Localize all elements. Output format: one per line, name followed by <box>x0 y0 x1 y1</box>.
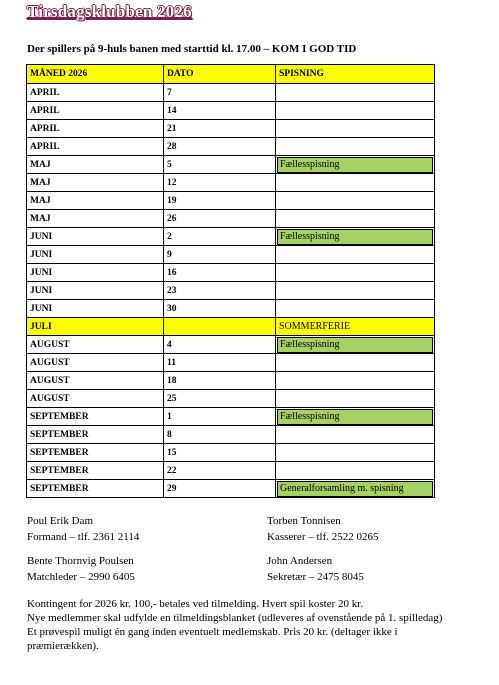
month-cell: MAJ <box>27 192 164 210</box>
footer-line: Et prøvespil muligt én gang inden eventuelt medlemskab. Pris 20 kr. (deltager ikke i præmierækken). <box>27 626 398 652</box>
table-row <box>27 480 435 498</box>
footer-line: Nye medlemmer skal udfylde en tilmeldingsblanket (udleveres af ovenstående på 1. spilledag) <box>27 612 443 624</box>
month-cell: MAJ <box>27 156 164 174</box>
table-row <box>27 228 435 246</box>
meal-label: Fællesspisning <box>277 157 433 173</box>
date-cell: 5 <box>164 156 276 174</box>
meal-cell <box>276 102 435 120</box>
month-cell: SEPTEMBER <box>27 444 164 462</box>
table-row <box>27 210 435 228</box>
meal-cell <box>276 120 435 138</box>
subtitle: Der spillers på 9-huls banen med starttid kl. 17.00 – KOM I GOD TID <box>27 43 357 55</box>
meal-cell <box>276 246 435 264</box>
meal-cell <box>276 84 435 102</box>
date-cell: 16 <box>164 264 276 282</box>
meal-cell <box>276 426 435 444</box>
month-cell: AUGUST <box>27 354 164 372</box>
month-cell: JUNI <box>27 228 164 246</box>
date-cell: 7 <box>164 84 276 102</box>
holiday-label: SOMMERFERIE <box>277 320 433 334</box>
contact-role: Sekretær – 2475 8045 <box>267 571 364 583</box>
meal-cell <box>276 462 435 480</box>
date-cell: 28 <box>164 138 276 156</box>
month-cell: APRIL <box>27 120 164 138</box>
meal-cell <box>276 336 435 354</box>
contact-name: Torben Tonnisen <box>267 515 341 527</box>
month-cell: SEPTEMBER <box>27 426 164 444</box>
table-row <box>27 408 435 426</box>
month-cell: MAJ <box>27 210 164 228</box>
date-cell: 14 <box>164 102 276 120</box>
date-cell: 15 <box>164 444 276 462</box>
meal-cell <box>276 138 435 156</box>
month-cell: SEPTEMBER <box>27 462 164 480</box>
page-title: Tirsdagsklubben 2026 <box>27 2 192 21</box>
table-row <box>27 372 435 390</box>
meal-cell <box>276 480 435 498</box>
date-cell: 18 <box>164 372 276 390</box>
month-cell: AUGUST <box>27 390 164 408</box>
date-cell: 21 <box>164 120 276 138</box>
table-row <box>27 426 435 444</box>
month-cell: SEPTEMBER <box>27 408 164 426</box>
table-row <box>27 174 435 192</box>
date-cell: 25 <box>164 390 276 408</box>
contact-role: Kasserer – tlf. 2522 0265 <box>267 531 379 543</box>
month-cell: APRIL <box>27 84 164 102</box>
table-row <box>27 354 435 372</box>
meal-cell <box>276 228 435 246</box>
date-cell: 22 <box>164 462 276 480</box>
table-row <box>27 264 435 282</box>
date-cell: 19 <box>164 192 276 210</box>
contact-secretary <box>267 553 364 585</box>
contact-name: Poul Erik Dam <box>27 515 93 527</box>
meal-cell <box>276 192 435 210</box>
table-row <box>27 102 435 120</box>
schedule-body <box>27 84 435 498</box>
contact-match-leader <box>27 553 135 585</box>
month-cell: MAJ <box>27 174 164 192</box>
contact-chairman <box>27 513 139 545</box>
table-row <box>27 84 435 102</box>
meal-label: Fællesspisning <box>277 337 433 353</box>
column-header-date: DATO <box>164 65 276 84</box>
date-cell: 4 <box>164 336 276 354</box>
table-row <box>27 246 435 264</box>
meal-cell <box>276 354 435 372</box>
meal-cell <box>276 318 435 336</box>
table-row <box>27 336 435 354</box>
meal-label: Fællesspisning <box>277 409 433 425</box>
month-cell: JUNI <box>27 264 164 282</box>
month-cell: APRIL <box>27 138 164 156</box>
table-row <box>27 156 435 174</box>
table-header-row <box>27 65 435 84</box>
contact-name: John Andersen <box>267 555 333 567</box>
contact-role: Matchleder – 2990 6405 <box>27 571 135 583</box>
meal-cell <box>276 210 435 228</box>
table-row <box>27 138 435 156</box>
column-header-meal: SPISNING <box>276 65 435 84</box>
month-cell: JUNI <box>27 246 164 264</box>
month-cell: AUGUST <box>27 336 164 354</box>
meal-cell <box>276 264 435 282</box>
meal-cell <box>276 156 435 174</box>
meal-cell <box>276 390 435 408</box>
meal-cell <box>276 372 435 390</box>
meal-label: Generalforsamling m. spisning <box>277 481 433 497</box>
column-header-month: MÅNED 2026 <box>27 65 164 84</box>
date-cell: 30 <box>164 300 276 318</box>
date-cell: 23 <box>164 282 276 300</box>
date-cell: 2 <box>164 228 276 246</box>
contact-role: Formand – tlf. 2361 2114 <box>27 531 140 543</box>
date-cell <box>164 318 276 336</box>
table-row <box>27 318 435 336</box>
table-row <box>27 462 435 480</box>
table-row <box>27 282 435 300</box>
month-cell: APRIL <box>27 102 164 120</box>
contact-name: Bente Thornvig Poulsen <box>27 555 134 567</box>
date-cell: 9 <box>164 246 276 264</box>
month-cell: SEPTEMBER <box>27 480 164 498</box>
month-cell: JUNI <box>27 300 164 318</box>
meal-cell <box>276 444 435 462</box>
table-row <box>27 120 435 138</box>
month-cell: JUNI <box>27 282 164 300</box>
meal-cell <box>276 408 435 426</box>
table-row <box>27 390 435 408</box>
month-cell: JULI <box>27 318 164 336</box>
month-cell: AUGUST <box>27 372 164 390</box>
footer-line: Kontingent for 2026 kr. 100,- betales ved tilmelding. Hvert spil koster 20 kr. <box>27 598 364 610</box>
date-cell: 11 <box>164 354 276 372</box>
meal-cell <box>276 174 435 192</box>
date-cell: 1 <box>164 408 276 426</box>
meal-label: Fællesspisning <box>277 229 433 245</box>
footer-notes <box>27 597 447 653</box>
date-cell: 12 <box>164 174 276 192</box>
date-cell: 8 <box>164 426 276 444</box>
date-cell: 26 <box>164 210 276 228</box>
meal-cell <box>276 300 435 318</box>
table-row <box>27 300 435 318</box>
table-row <box>27 444 435 462</box>
table-row <box>27 192 435 210</box>
date-cell: 29 <box>164 480 276 498</box>
meal-cell <box>276 282 435 300</box>
contact-treasurer <box>267 513 379 545</box>
schedule-table <box>26 64 435 498</box>
